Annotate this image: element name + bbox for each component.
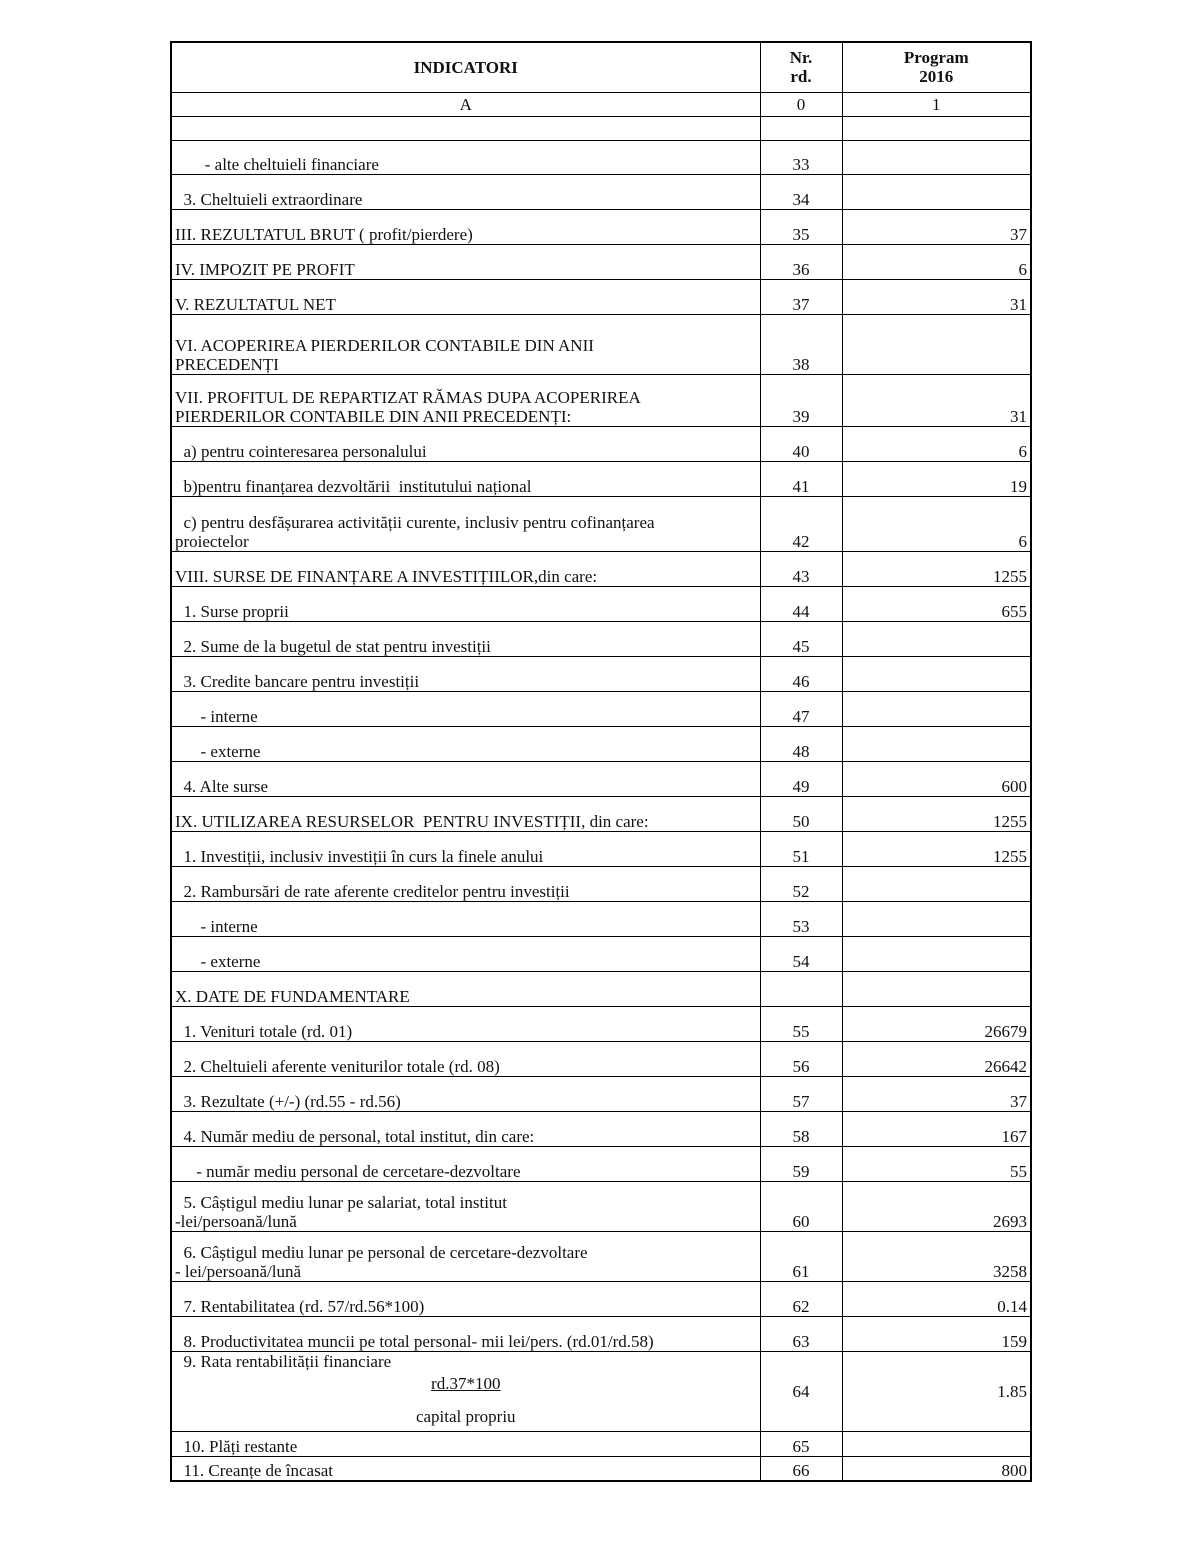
row-number: [760, 971, 842, 1006]
row-number: 36: [760, 244, 842, 279]
row-label: - externe: [171, 726, 760, 761]
table-row: [171, 1456, 1031, 1481]
row-number: 42: [760, 496, 842, 551]
row-label: V. REZULTATUL NET: [171, 279, 760, 314]
row-value: 1255: [842, 796, 1031, 831]
table-row: [171, 461, 1031, 496]
row-number: 63: [760, 1316, 842, 1351]
row-label: 10. Plăți restante: [171, 1431, 760, 1456]
table-row: [171, 140, 1031, 174]
table-row: [171, 796, 1031, 831]
row-value: [842, 866, 1031, 901]
table-row: [171, 551, 1031, 586]
row-label: 3. Rezultate (+/-) (rd.55 - rd.56): [171, 1076, 760, 1111]
table-row: [171, 586, 1031, 621]
row-label: c) pentru desfășurarea activității curente, inclusiv pentru cofinanțarea proiectelor: [171, 496, 760, 551]
rate-label: 9. Rata rentabilității financiare: [175, 1351, 392, 1371]
row-value: [842, 971, 1031, 1006]
row-number: 49: [760, 761, 842, 796]
row-label: 5. Câștigul mediu lunar pe salariat, total institut -lei/persoană/lună: [171, 1181, 760, 1231]
row-value: 19: [842, 461, 1031, 496]
row-value: [842, 656, 1031, 691]
row-label: VII. PROFITUL DE REPARTIZAT RĂMAS DUPA ACOPERIREA PIERDERILOR CONTABILE DIN ANII PRECEDENȚI:: [171, 374, 760, 426]
row-number: 33: [760, 140, 842, 174]
row-value: [842, 621, 1031, 656]
row-value: 26642: [842, 1041, 1031, 1076]
table-row: [171, 1231, 1031, 1281]
row-label: III. REZULTATUL BRUT ( profit/pierdere): [171, 209, 760, 244]
row-number: 65: [760, 1431, 842, 1456]
row-value: [842, 691, 1031, 726]
row-number: 35: [760, 209, 842, 244]
row-label: X. DATE DE FUNDAMENTARE: [171, 971, 760, 1006]
row-label: 1. Surse proprii: [171, 586, 760, 621]
rate-denominator: capital propriu: [415, 1406, 516, 1426]
row-label: - externe: [171, 936, 760, 971]
row-label: - interne: [171, 691, 760, 726]
column-index-a: A: [171, 92, 760, 116]
table-row: [171, 1281, 1031, 1316]
blank-cell: [842, 116, 1031, 140]
column-index-row: [171, 92, 1031, 116]
row-value: [842, 314, 1031, 374]
table-row: [171, 726, 1031, 761]
table-row: [171, 1431, 1031, 1456]
row-number: 62: [760, 1281, 842, 1316]
row-number: 34: [760, 174, 842, 209]
table-row: [171, 691, 1031, 726]
row-value: 6: [842, 426, 1031, 461]
row-label: IV. IMPOZIT PE PROFIT: [171, 244, 760, 279]
column-index-0: 0: [760, 92, 842, 116]
row-value: [842, 726, 1031, 761]
row-label: b)pentru finanțarea dezvoltării institutului național: [171, 461, 760, 496]
table-row: [171, 936, 1031, 971]
row-value: 1.85: [842, 1351, 1031, 1431]
row-number: 53: [760, 901, 842, 936]
row-value: 6: [842, 496, 1031, 551]
row-number: 41: [760, 461, 842, 496]
row-label: 7. Rentabilitatea (rd. 57/rd.56*100): [171, 1281, 760, 1316]
row-label: - alte cheltuieli financiare: [171, 140, 760, 174]
table-row: [171, 1041, 1031, 1076]
row-label: VIII. SURSE DE FINANȚARE A INVESTIȚIILOR,din care:: [171, 551, 760, 586]
row-value: [842, 1431, 1031, 1456]
header-nr-rd: Nr. rd.: [760, 42, 842, 92]
row-number: 60: [760, 1181, 842, 1231]
table-row: [171, 1006, 1031, 1041]
row-number: 52: [760, 866, 842, 901]
row-number: 40: [760, 426, 842, 461]
table-row: [171, 866, 1031, 901]
row-number: 55: [760, 1006, 842, 1041]
column-index-1: 1: [842, 92, 1031, 116]
table-row: [171, 496, 1031, 551]
header-row: [171, 42, 1031, 92]
table-row-rate: [171, 1351, 1031, 1431]
row-label: 8. Productivitatea muncii pe total personal- mii lei/pers. (rd.01/rd.58): [171, 1316, 760, 1351]
row-value: 655: [842, 586, 1031, 621]
row-number: 45: [760, 621, 842, 656]
row-label: VI. ACOPERIREA PIERDERILOR CONTABILE DIN ANII PRECEDENȚI: [171, 314, 760, 374]
row-label: [171, 1351, 760, 1431]
indicators-table: [170, 41, 1032, 1482]
row-value: 1255: [842, 551, 1031, 586]
row-label: 2. Cheltuieli aferente veniturilor totale (rd. 08): [171, 1041, 760, 1076]
row-value: [842, 174, 1031, 209]
row-number: 44: [760, 586, 842, 621]
row-label: IX. UTILIZAREA RESURSELOR PENTRU INVESTIȚII, din care:: [171, 796, 760, 831]
table-row: [171, 901, 1031, 936]
row-number: 50: [760, 796, 842, 831]
row-number: 56: [760, 1041, 842, 1076]
row-number: 37: [760, 279, 842, 314]
row-value: 2693: [842, 1181, 1031, 1231]
row-number: 57: [760, 1076, 842, 1111]
row-label: 3. Cheltuieli extraordinare: [171, 174, 760, 209]
table-row: [171, 831, 1031, 866]
blank-cell: [760, 116, 842, 140]
row-number: 54: [760, 936, 842, 971]
header-program-2016: Program 2016: [842, 42, 1031, 92]
table-row: [171, 1111, 1031, 1146]
blank-cell: [171, 116, 760, 140]
row-value: 600: [842, 761, 1031, 796]
row-label: 1. Investiții, inclusiv investiții în curs la finele anului: [171, 831, 760, 866]
table-row: [171, 971, 1031, 1006]
row-label: 3. Credite bancare pentru investiții: [171, 656, 760, 691]
row-value: 31: [842, 374, 1031, 426]
table-row: [171, 209, 1031, 244]
row-number: 48: [760, 726, 842, 761]
row-value: 26679: [842, 1006, 1031, 1041]
table-row: [171, 1181, 1031, 1231]
row-label: 2. Sume de la bugetul de stat pentru investiții: [171, 621, 760, 656]
row-label: 4. Număr mediu de personal, total institut, din care:: [171, 1111, 760, 1146]
row-number: 59: [760, 1146, 842, 1181]
blank-row: [171, 116, 1031, 140]
row-value: [842, 936, 1031, 971]
row-value: 6: [842, 244, 1031, 279]
table-row: [171, 621, 1031, 656]
row-label: 1. Venituri totale (rd. 01): [171, 1006, 760, 1041]
row-label: - interne: [171, 901, 760, 936]
row-label: 2. Rambursări de rate aferente creditelor pentru investiții: [171, 866, 760, 901]
table-row: [171, 426, 1031, 461]
row-value: [842, 901, 1031, 936]
table-row: [171, 1076, 1031, 1111]
header-indicatori: INDICATORI: [171, 42, 760, 92]
table-row: [171, 244, 1031, 279]
row-value: 3258: [842, 1231, 1031, 1281]
table-row: [171, 656, 1031, 691]
row-label: a) pentru cointeresarea personalului: [171, 426, 760, 461]
table-row: [171, 279, 1031, 314]
table-row: [171, 761, 1031, 796]
row-number: 64: [760, 1351, 842, 1431]
row-number: 38: [760, 314, 842, 374]
table-row: [171, 374, 1031, 426]
row-value: 55: [842, 1146, 1031, 1181]
row-label: - număr mediu personal de cercetare-dezvoltare: [171, 1146, 760, 1181]
row-value: 0.14: [842, 1281, 1031, 1316]
row-label: 6. Câștigul mediu lunar pe personal de cercetare-dezvoltare - lei/persoană/lună: [171, 1231, 760, 1281]
row-value: 37: [842, 209, 1031, 244]
row-number: 43: [760, 551, 842, 586]
row-value: [842, 140, 1031, 174]
table-row: [171, 174, 1031, 209]
table-row: [171, 1146, 1031, 1181]
row-value: 800: [842, 1456, 1031, 1481]
table-row: [171, 314, 1031, 374]
row-number: 46: [760, 656, 842, 691]
row-value: 31: [842, 279, 1031, 314]
row-number: 58: [760, 1111, 842, 1146]
row-value: 37: [842, 1076, 1031, 1111]
row-value: 1255: [842, 831, 1031, 866]
row-number: 51: [760, 831, 842, 866]
row-label: 4. Alte surse: [171, 761, 760, 796]
rate-numerator: rd.37*100: [431, 1373, 501, 1393]
row-number: 47: [760, 691, 842, 726]
row-value: 159: [842, 1316, 1031, 1351]
row-number: 39: [760, 374, 842, 426]
table-row: [171, 1316, 1031, 1351]
row-value: 167: [842, 1111, 1031, 1146]
row-number: 66: [760, 1456, 842, 1481]
row-number: 61: [760, 1231, 842, 1281]
row-label: 11. Creanțe de încasat: [171, 1456, 760, 1481]
